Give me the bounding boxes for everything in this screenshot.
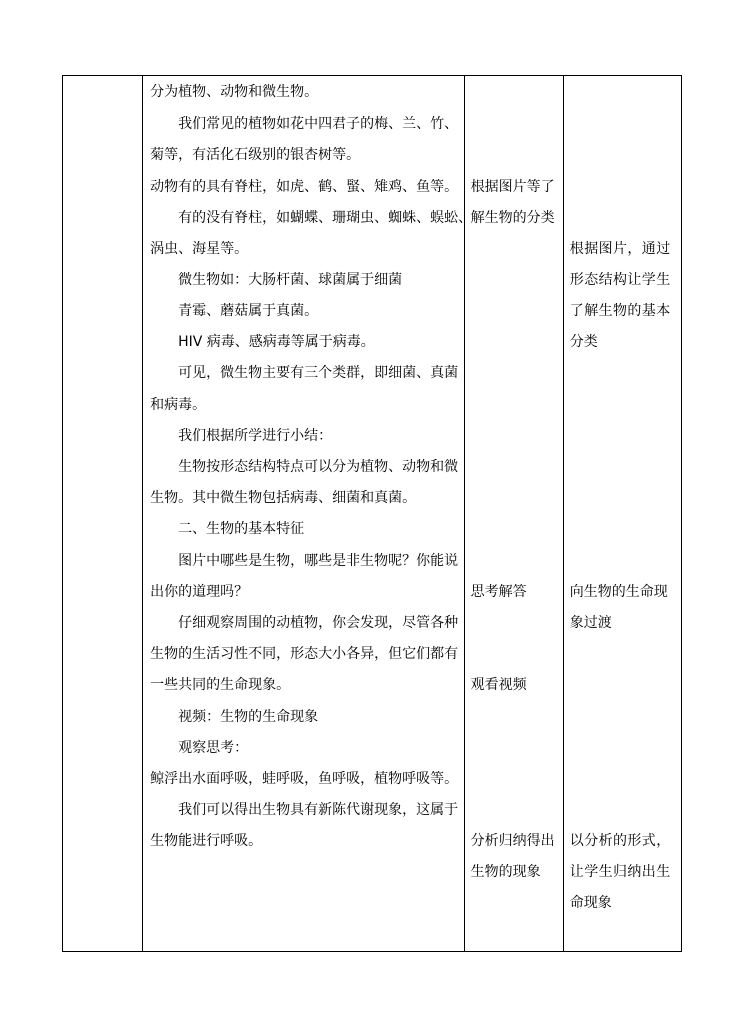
content-line: 图片中哪些是生物，哪些是非生物呢？你能说	[178, 553, 459, 569]
content-line: 生物。其中微生物包括病毒、细菌和真菌。	[150, 490, 417, 506]
content-line: 涡虫、海星等。	[150, 241, 249, 257]
content-line: 视频：生物的生命现象	[178, 709, 319, 725]
content-line: 我们可以得出生物具有新陈代谢现象，这属于	[178, 802, 459, 818]
intent-line: 了解生物的基本	[569, 303, 671, 319]
lesson-plan-table	[62, 75, 682, 952]
content-line: 出你的道理吗？	[150, 584, 249, 600]
content-line: 动物有的具有脊柱，如虎、鹤、蜸、雉鸡、鱼等。	[150, 179, 459, 195]
content-line: HIV 病毒、感病毒等属于病毒。	[178, 334, 375, 350]
activity-line: 观看视频	[470, 677, 527, 693]
activity-line: 解生物的分类	[470, 210, 555, 226]
content-line: 我们常见的植物如花中四君子的梅、兰、竹、	[178, 116, 459, 132]
table-row	[63, 76, 682, 952]
content-line: 一些共同的生命现象。	[150, 677, 291, 693]
content-line: 可见，微生物主要有三个类群，即细菌、真菌	[178, 365, 459, 381]
teaching-content-cell	[143, 76, 473, 952]
content-line: 青霉、蘑菇属于真菌。	[178, 303, 319, 319]
activity-line: 根据图片等了	[470, 179, 555, 195]
content-line: 生物的生活习性不同，形态大小各异，但它们都有	[150, 646, 459, 662]
intent-line: 让学生归纳出生	[569, 864, 671, 880]
design-intent-cell	[563, 76, 681, 952]
content-line: 生物按形态结构特点可以分为植物、动物和微	[178, 459, 459, 475]
content-line: 观察思考：	[178, 740, 249, 756]
intent-line: 象过渡	[569, 615, 612, 631]
content-line: 菊等，有活化石级别的银杏树等。	[150, 147, 361, 163]
content-line: 我们根据所学进行小结：	[178, 428, 333, 444]
intent-line: 以分析的形式，	[569, 833, 671, 849]
content-line: 分为植物、动物和微生物。	[150, 84, 319, 100]
stage-cell	[63, 76, 143, 952]
content-line: 有的没有脊柱，如蝴蝶、珊瑚虫、蜘蛛、蜈蚣、	[178, 210, 473, 226]
intent-line: 形态结构让学生	[569, 272, 671, 288]
content-line: 和病毒。	[150, 397, 207, 413]
content-line: 仔细观察周围的动植物，你会发现，尽管各种	[178, 615, 459, 631]
intent-line: 命现象	[569, 895, 612, 911]
activity-line: 思考解答	[470, 584, 527, 600]
content-line: 生物能进行呼吸。	[150, 833, 263, 849]
activity-line: 分析归纳得出	[470, 833, 555, 849]
activity-line: 生物的现象	[470, 864, 541, 880]
student-activity-cell	[464, 76, 563, 952]
content-line: 鲸浮出水面呼吸，蛙呼吸，鱼呼吸，植物呼吸等。	[150, 771, 459, 787]
intent-line: 根据图片，通过	[569, 241, 671, 257]
section-heading: 二、生物的基本特征	[178, 521, 305, 537]
intent-line: 分类	[569, 334, 598, 350]
intent-line: 向生物的生命现	[569, 584, 668, 600]
content-line: 微生物如：大肠杆菌、球菌属于细菌	[178, 272, 403, 288]
